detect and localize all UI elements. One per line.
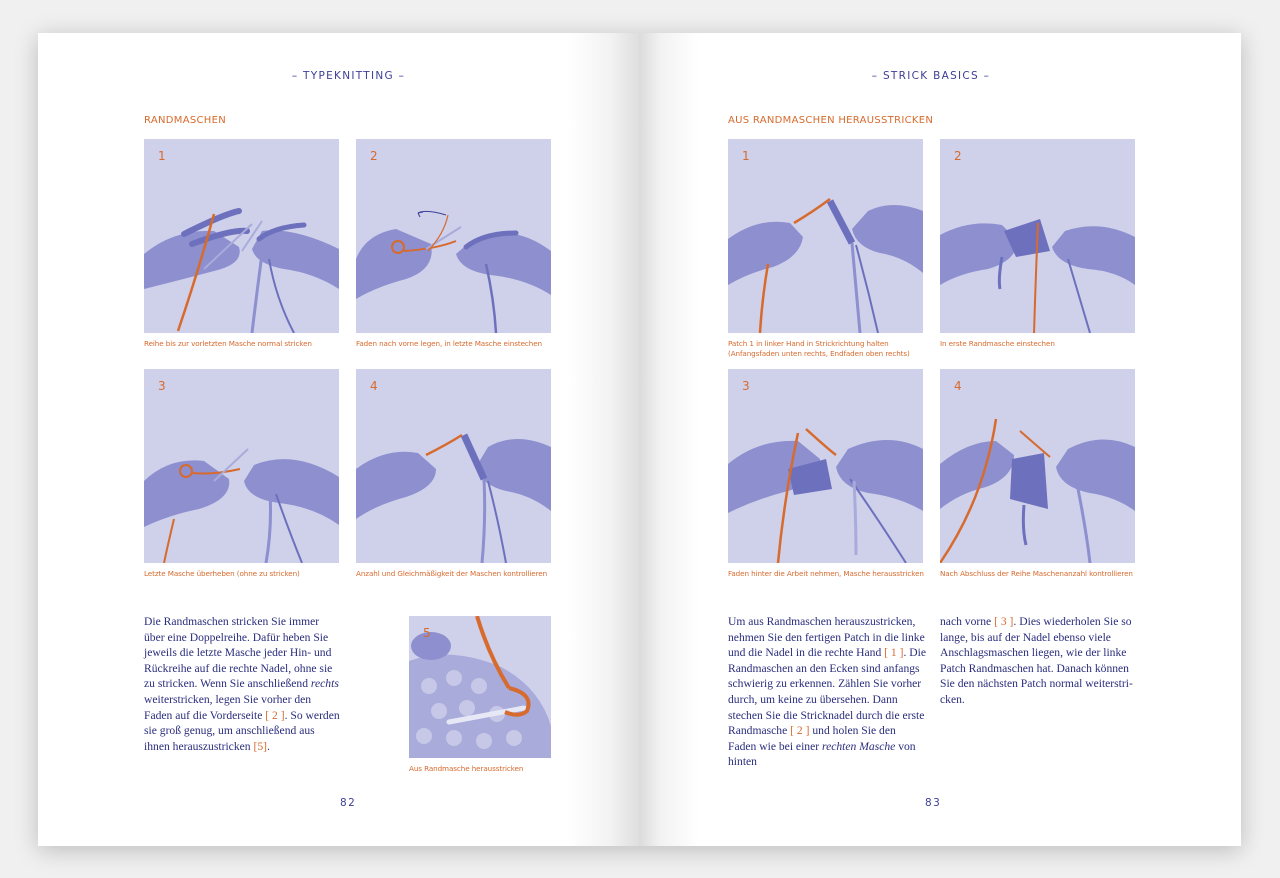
figure-5-left bbox=[409, 616, 551, 758]
caption-4-left: Anzahl und Gleichmäßigkeit der Maschen kontrollieren bbox=[356, 569, 548, 578]
body-text-right-col1: Um aus Randmaschen herauszustricken, nehmen Sie den fertigen Patch in die linke und die Nadel in die rechte Hand [ 1 ]. Die Randmaschen an den Ecken sind anfangs schwierig zu erkennen. Zählen Sie vorher durch, um keine zu übersehen. Dann stechen Sie die Stricknadel durch die erste Randmasche [ 2 ] und holen Sie den Faden wie bei einer rechten Masche von hinten bbox=[728, 615, 927, 769]
figure-number: 2 bbox=[370, 149, 378, 163]
caption-2-right: In erste Randmasche einstechen bbox=[940, 339, 1055, 348]
caption-4-right: Nach Abschluss der Reihe Maschenanzahl kontrollieren bbox=[940, 569, 1133, 578]
figure-number: 1 bbox=[158, 149, 166, 163]
caption-1-left: Reihe bis zur vorletzten Masche normal stricken bbox=[144, 339, 312, 348]
figure-number: 3 bbox=[742, 379, 750, 393]
caption-1-right: Patch 1 in linker Hand in Strickrichtung halten (Anfangsfaden unten rechts, Endfaden oben rechts) bbox=[728, 339, 910, 358]
figure-4-right bbox=[940, 369, 1135, 563]
figure-reference: [ 1 ] bbox=[884, 646, 904, 660]
figure-1-right bbox=[728, 139, 923, 333]
figure-number: 1 bbox=[742, 149, 750, 163]
page-gutter-shadow-right bbox=[639, 33, 699, 846]
page-gutter-shadow-left bbox=[568, 33, 639, 846]
figure-2-right bbox=[940, 139, 1135, 333]
caption-5-left: Aus Randmasche herausstricken bbox=[409, 764, 524, 773]
figure-4-left bbox=[356, 369, 551, 563]
right-page bbox=[639, 33, 1241, 846]
knitting-photo-3r bbox=[728, 369, 923, 563]
figure-reference: [ 2 ] bbox=[265, 708, 285, 722]
caption-2-left: Faden nach vorne legen, in letzte Masche einstechen bbox=[356, 339, 543, 348]
caption-3-left: Letzte Masche überheben (ohne zu stricken) bbox=[144, 569, 300, 578]
figure-2-left bbox=[356, 139, 551, 333]
knitting-photo-4r bbox=[940, 369, 1135, 563]
figure-3-left bbox=[144, 369, 339, 563]
figure-1-left bbox=[144, 139, 339, 333]
running-head-left: – TYPEKNITTING – bbox=[291, 70, 406, 82]
book-spread bbox=[38, 33, 1241, 846]
knitting-photo-1 bbox=[144, 139, 339, 333]
figure-number: 3 bbox=[158, 379, 166, 393]
figure-number: 4 bbox=[370, 379, 378, 393]
figure-number: 5 bbox=[423, 626, 431, 640]
knitting-photo-2 bbox=[356, 139, 551, 333]
body-text-right-col2: nach vorne [ 3 ]. Dies wiederholen Sie so lange, bis auf der Nadel ebenso viele Anschlagsmaschen liegen, wie der linke Patch Randmaschen hat. Danach können Sie den nächsten Patch normal weiterstri-cken. bbox=[940, 615, 1133, 706]
figure-number: 4 bbox=[954, 379, 962, 393]
body-text-left: Die Randmaschen stricken Sie immer über eine Doppelreihe. Dafür heben Sie jeweils die letzte Masche jeder Hin- und Rückreihe auf die rechte Nadel, ohne sie zu stricken. Wenn Sie anschließend rechts weiterstricken, legen Sie vorher den Faden auf die Vorderseite [ 2 ]. So werden sie groß genug, um anschließend aus ihnen herauszustricken [5]. bbox=[144, 615, 340, 753]
left-page bbox=[38, 33, 639, 846]
section-title-left: RANDMASCHEN bbox=[144, 115, 226, 126]
figure-3-right bbox=[728, 369, 923, 563]
figure-reference: [ 3 ] bbox=[994, 615, 1014, 628]
knitting-photo-2r bbox=[940, 139, 1135, 333]
figure-reference: [ 2 ] bbox=[790, 724, 810, 738]
figure-reference: [5] bbox=[253, 739, 267, 753]
knitting-photo-3 bbox=[144, 369, 339, 563]
section-title-right: AUS RANDMASCHEN HERAUSSTRICKEN bbox=[728, 115, 934, 126]
running-head-right: – STRICK BASICS – bbox=[871, 70, 991, 82]
knitting-photo-1r bbox=[728, 139, 923, 333]
page-number-right: 83 bbox=[925, 797, 942, 809]
knitting-photo-4 bbox=[356, 369, 551, 563]
page-number-left: 82 bbox=[340, 797, 357, 809]
figure-number: 2 bbox=[954, 149, 962, 163]
caption-3-right: Faden hinter die Arbeit nehmen, Masche herausstricken bbox=[728, 569, 924, 578]
